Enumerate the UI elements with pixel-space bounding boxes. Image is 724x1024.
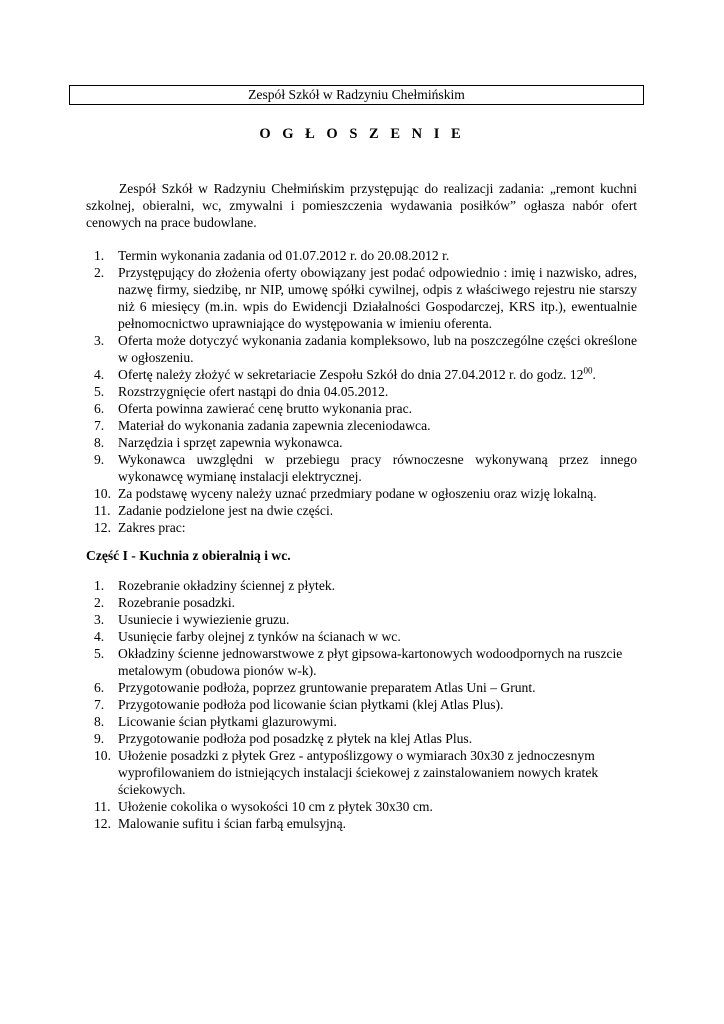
item-number: 8.	[94, 714, 105, 729]
item-text: Zadanie podzielone jest na dwie części.	[118, 503, 334, 518]
item-number: 5.	[94, 646, 105, 661]
section-heading: Część I - Kuchnia z obieralnią i wc.	[86, 548, 291, 563]
list-item	[94, 713, 637, 730]
item-number: 11.	[94, 503, 111, 518]
item-text: Narzędzia i sprzęt zapewnia wykonawca.	[118, 435, 343, 450]
list-item	[94, 400, 637, 417]
item-number: 9.	[94, 452, 105, 467]
item-text-end: .	[592, 367, 596, 382]
list-item	[94, 611, 637, 628]
item-text: Wykonawca uwzględni w przebiegu pracy równoczesne wykonywaną przez innego wykonawcę wymianę instalacji elektrycznej.	[118, 452, 637, 484]
list-item	[94, 519, 637, 536]
item-number: 1.	[94, 248, 105, 263]
item-text: Rozebranie posadzki.	[118, 595, 236, 610]
item-text: Przygotowanie podłoża, poprzez gruntowanie preparatem Atlas Uni – Grunt.	[118, 680, 536, 695]
item-number: 3.	[94, 333, 105, 348]
item-text: Usuniecie i wywiezienie gruzu.	[118, 612, 290, 627]
item-text: Przygotowanie podłoża pod licowanie ścian płytkami (klej Atlas Plus).	[118, 697, 504, 712]
item-text: Rozstrzygnięcie ofert nastąpi do dnia 04.05.2012.	[118, 384, 389, 399]
item-text: Oferta może dotyczyć wykonania zadania kompleksowo, lub na poszczególne części określone w ogłoszeniu.	[118, 333, 637, 365]
item-text: Za podstawę wyceny należy uznać przedmiary podane w ogłoszeniu oraz wizję lokalną.	[118, 486, 597, 501]
list-item	[94, 502, 637, 519]
item-number: 2.	[94, 265, 105, 280]
item-number: 2.	[94, 595, 105, 610]
list-item	[94, 485, 637, 502]
item-number: 7.	[94, 697, 105, 712]
list-item	[94, 696, 637, 713]
item-number: 1.	[94, 578, 105, 593]
list-item	[94, 332, 637, 366]
list-item	[94, 628, 637, 645]
list-item	[94, 264, 637, 332]
item-number: 8.	[94, 435, 105, 450]
list-item	[94, 365, 637, 383]
conditions-list	[94, 247, 637, 536]
item-text: Ofertę należy złożyć w sekretariacie Zespołu Szkół do dnia 27.04.2012 r. do godz. 12	[118, 367, 584, 382]
list-item	[94, 730, 637, 747]
item-text: Materiał do wykonania zadania zapewnia zleceniodawca.	[118, 418, 431, 433]
item-text: Przygotowanie podłoża pod posadzkę z płytek na klej Atlas Plus.	[118, 731, 473, 746]
item-number: 6.	[94, 680, 105, 695]
item-text: Malowanie sufitu i ścian farbą emulsyjną.	[118, 816, 347, 831]
item-text: Ułożenie posadzki z płytek Grez - antypoślizgowy o wymiarach 30x30 z jednoczesnym wyprofilowaniem do istniejących instalacji ściekowej z zainstalowaniem nowych kratek ściekowych.	[118, 748, 599, 797]
item-number: 4.	[94, 629, 105, 644]
item-number: 3.	[94, 612, 105, 627]
superscript: 00	[583, 365, 593, 376]
item-number: 10.	[94, 748, 111, 763]
list-item	[94, 417, 637, 434]
page-title: O G Ł O S Z E N I E	[259, 126, 465, 142]
item-number: 11.	[94, 799, 111, 814]
list-item	[94, 451, 637, 485]
list-item	[94, 645, 637, 679]
item-text: Przystępujący do złożenia oferty obowiązany jest podać odpowiednio : imię i nazwisko, adres, nazwę firmy, siedzibę, nr NIP, umowę spółki cywilnej, odpis z właściwego rejestru nie starszy niż 6 miesięcy (m.in. wpis do Ewidencji Działalności Gospodarczej, KRS itp.), ewentualnie pełnomocnictwo uprawniające do występowania w imieniu oferenta.	[118, 265, 637, 331]
item-number: 7.	[94, 418, 105, 433]
list-item	[94, 383, 637, 400]
list-item	[94, 577, 637, 594]
item-number: 12.	[94, 520, 111, 535]
item-number: 12.	[94, 816, 111, 831]
list-item	[94, 247, 637, 264]
item-number: 9.	[94, 731, 105, 746]
item-number: 5.	[94, 384, 105, 399]
item-text: Oferta powinna zawierać cenę brutto wykonania prac.	[118, 401, 413, 416]
list-item	[94, 747, 637, 798]
item-text: Usunięcie farby olejnej z tynków na ścianach w wc.	[118, 629, 401, 644]
list-item	[94, 594, 637, 611]
list-item	[94, 798, 637, 815]
institution-header: Zespół Szkół w Radzyniu Chełmińskim	[69, 85, 644, 105]
item-text: Termin wykonania zadania od 01.07.2012 r. do 20.08.2012 r.	[118, 248, 450, 263]
item-number: 4.	[94, 367, 105, 382]
item-text: Okładziny ścienne jednowarstwowe z płyt gipsowa-kartonowych wodoodpornych na ruszcie metalowym (obudowa pionów w-k).	[118, 646, 623, 678]
list-item	[94, 815, 637, 832]
item-text: Rozebranie okładziny ściennej z płytek.	[118, 578, 336, 593]
item-number: 10.	[94, 486, 111, 501]
list-item	[94, 434, 637, 451]
intro-paragraph: Zespół Szkół w Radzyniu Chełmińskim przystępując do realizacji zadania: „remont kuchni szkolnej, obieralni, wc, zmywalni i pomieszczenia wydawania posiłków” ogłasza nabór ofert cenowych na prace budowlane.	[86, 181, 637, 230]
item-number: 6.	[94, 401, 105, 416]
item-text: Licowanie ścian płytkami glazurowymi.	[118, 714, 337, 729]
list-item	[94, 679, 637, 696]
item-text: Zakres prac:	[118, 520, 186, 535]
item-text: Ułożenie cokolika o wysokości 10 cm z płytek 30x30 cm.	[118, 799, 433, 814]
work-scope-list	[94, 577, 637, 832]
